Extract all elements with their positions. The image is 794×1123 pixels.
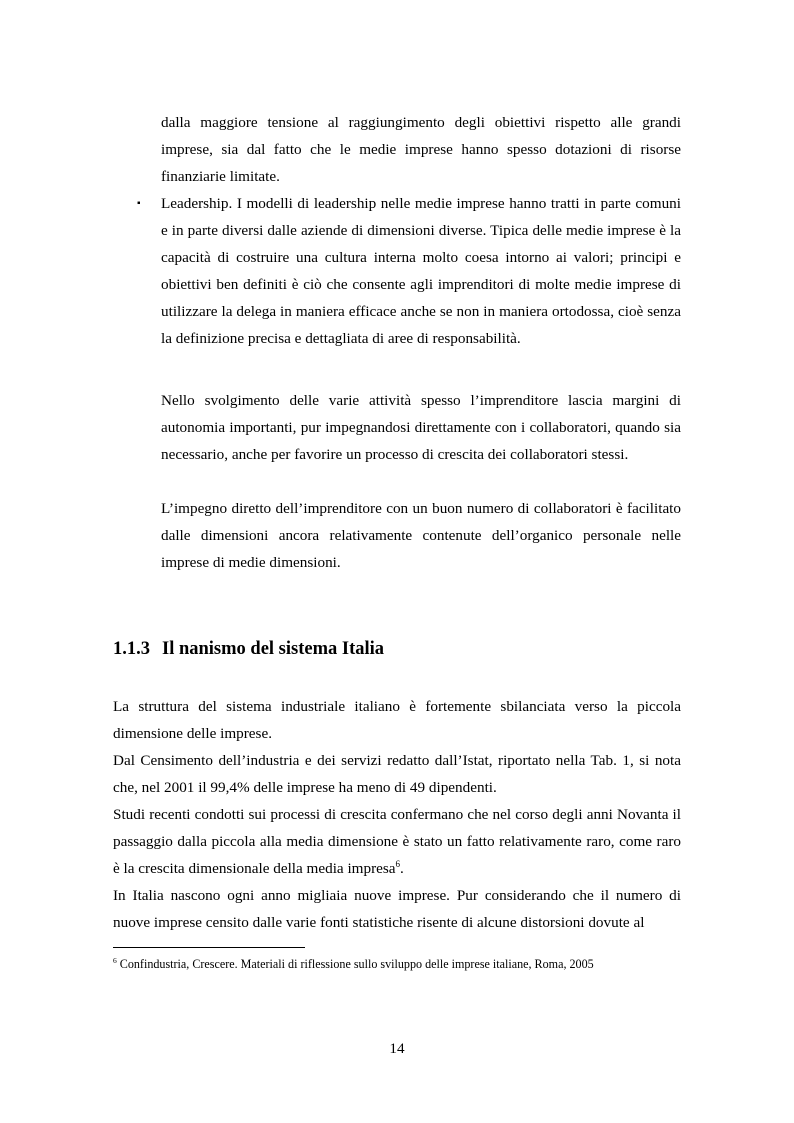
footnote xyxy=(113,956,693,972)
leadership-paragraph-3: L’impegno diretto dell’imprenditore con un buon numero di collaboratori è facilitato dalle dimensioni ancora relativamente contenute dell’organico personale nelle imprese di medie dimensioni. xyxy=(161,500,681,571)
footnote-separator xyxy=(113,947,305,948)
section-title: Il nanismo del sistema Italia xyxy=(162,639,385,659)
square-bullet-icon: ▪ xyxy=(137,198,141,209)
page-number: 14 xyxy=(389,1040,405,1057)
body-paragraph-4: In Italia nascono ogni anno migliaia nuove imprese. Pur considerando che il numero di nuove imprese censito dalle varie fonti statistiche risente di alcune distorsioni dovute al xyxy=(113,887,681,931)
continuation-paragraph: dalla maggiore tensione al raggiungimento degli obiettivi rispetto alle grandi imprese, sia dal fatto che le medie imprese hanno spesso dotazioni di risorse finanziarie limitate. xyxy=(161,114,681,185)
footnote-number: 6 xyxy=(113,955,117,965)
body-paragraph-2: Dal Censimento dell’industria e dei servizi redatto dall’Istat, riportato nella Tab. 1, si nota che, nel 2001 il 99,4% delle imprese ha meno di 49 dipendenti. xyxy=(113,752,681,796)
body-paragraph-1: La struttura del sistema industriale italiano è fortemente sbilanciata verso la piccola dimensione delle imprese. xyxy=(113,698,681,742)
bullet-item-leadership xyxy=(137,191,681,352)
footnote-text: Confindustria, Crescere. Materiali di riflessione sullo sviluppo delle imprese italiane, Roma, 2005 xyxy=(116,957,594,971)
leadership-paragraph-2: Nello svolgimento delle varie attività spesso l’imprenditore lascia margini di autonomia importanti, pur impegnandosi direttamente con i collaboratori, quando sia necessario, anche per favorire un processo di crescita dei collaboratori stessi. xyxy=(161,392,681,463)
body-paragraph-3 xyxy=(113,802,681,883)
leadership-paragraph: Leadership. I modelli di leadership nelle medie imprese hanno tratti in parte comuni e in parte diversi dalle aziende di dimensioni diverse. Tipica delle medie imprese è la capacità di costruire una cultura interna molto coesa intorno ai valori; principi e obiettivi ben definiti è ciò che consente agli imprenditori di molte medie imprese di utilizzare la delega in maniera efficace anche se non in maniera ortodossa, cioè senza la definizione precisa e dettagliata di aree di responsabilità. xyxy=(161,195,681,347)
footnote-reference: 6 xyxy=(395,858,401,869)
section-number: 1.1.3 xyxy=(113,639,150,659)
section-heading xyxy=(113,635,384,663)
body-paragraph-3-text: Studi recenti condotti sui processi di crescita confermano che nel corso degli anni Novanta il passaggio dalla piccola alla media dimensione è stato un fatto relativamente raro, come raro è la crescita dimensionale della media impresa xyxy=(113,806,681,877)
body-paragraph-3-end: . xyxy=(400,859,404,877)
